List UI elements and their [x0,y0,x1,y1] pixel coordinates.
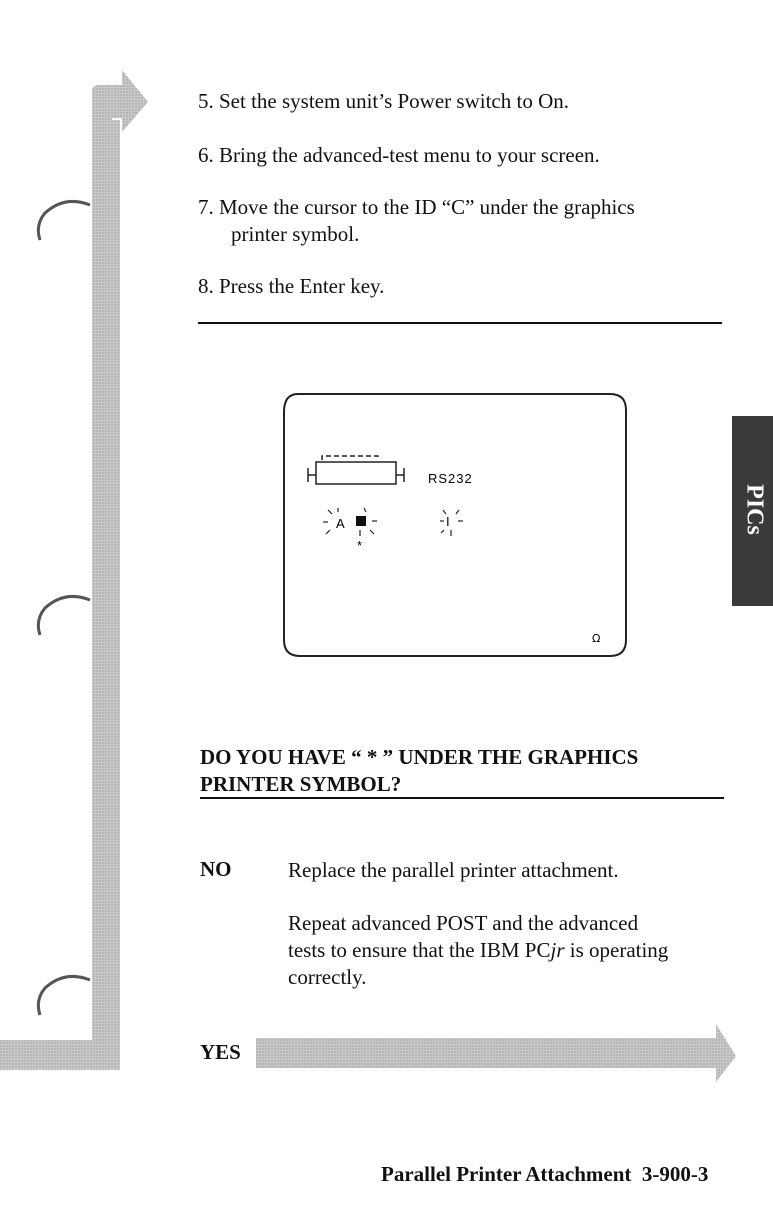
answer-no-text-1: Replace the parallel printer attachment. [288,858,619,882]
corner-mark: Ω [592,632,601,645]
binder-hole-3 [35,970,95,1030]
side-tab-pics[interactable] [732,416,773,606]
step-8: 8. Press the Enter key. [198,274,385,298]
footer-page-number: 3-900-3 [641,1162,709,1186]
answer-yes-label: YES [200,1040,241,1064]
step-6: 6. Bring the advanced-test menu to your screen. [198,143,600,167]
divider-top [198,322,722,324]
selected-marker: * [357,538,364,553]
step-7-continued: printer symbol. [231,222,360,246]
icon-i-label: I [446,514,451,529]
step-7: 7. Move the cursor to the ID “C” under the graphics [198,195,635,219]
binder-hole-2 [35,590,95,650]
answer-no-text-3: tests to ensure that the IBM PCjr is operating [288,938,669,962]
answer-no-text-2: Repeat advanced POST and the advanced [288,911,639,935]
question-line-1: DO YOU HAVE “ * ” UNDER THE GRAPHICS [200,745,639,769]
binder-hole-1 [35,195,95,255]
side-tab-label: PICs [741,484,768,535]
divider-question [200,797,724,799]
page-footer [381,1162,708,1187]
icon-a-label: A [336,516,346,531]
cursor-block [356,516,366,526]
footer-title: Parallel Printer Attachment [381,1162,632,1186]
flow-arrow-yes [256,1024,738,1084]
port-label-rs232: RS232 [428,471,473,486]
screen-illustration [280,390,630,662]
question-line-2: PRINTER SYMBOL? [200,772,402,796]
answer-no-label: NO [200,857,232,881]
step-5: 5. Set the system unit’s Power switch to On. [198,89,569,113]
answer-no-text-4: correctly. [288,965,367,989]
